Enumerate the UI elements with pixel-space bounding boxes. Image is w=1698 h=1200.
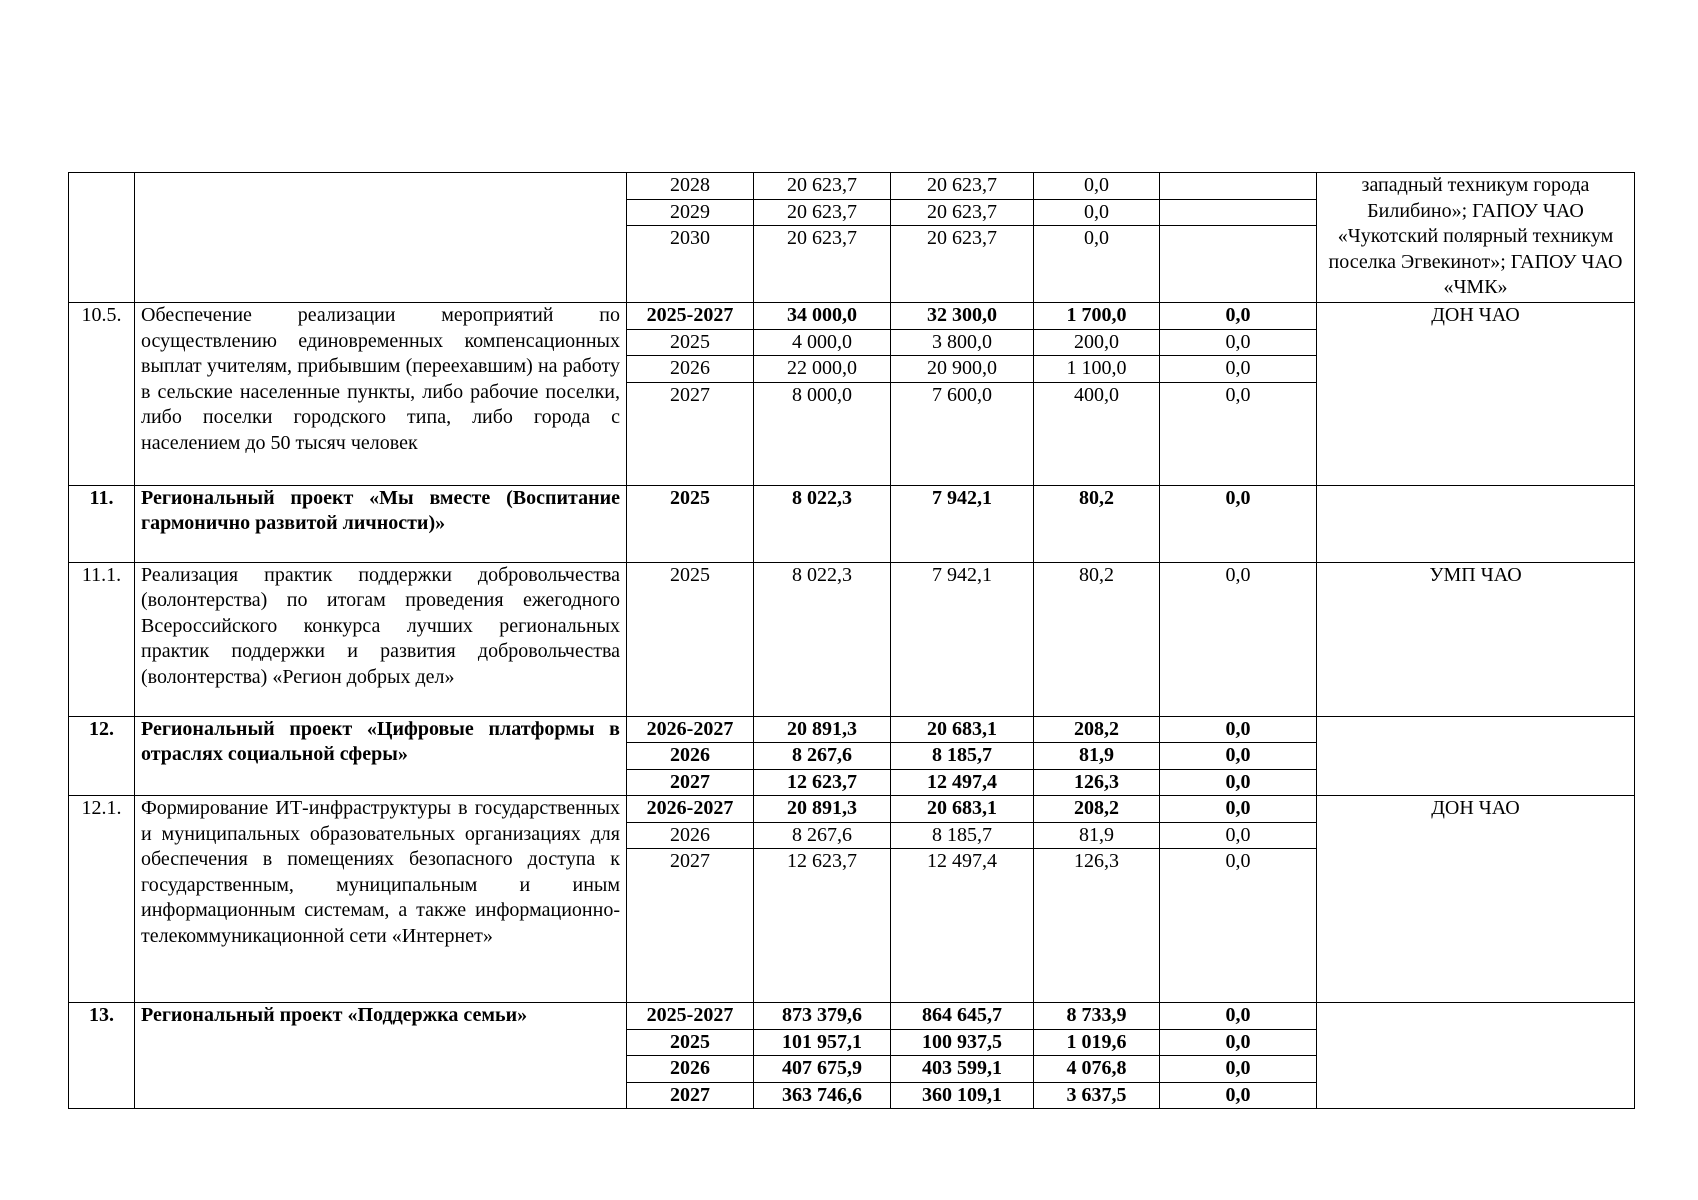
total-cell: 407 675,9	[754, 1056, 891, 1083]
period-cell: 2027	[627, 1082, 754, 1109]
federal-cell: 0,0	[1034, 199, 1160, 226]
table-row	[69, 796, 1635, 823]
federal-cell: 1 700,0	[1034, 303, 1160, 330]
responsible-cell	[1317, 485, 1635, 562]
other-cell	[1160, 199, 1317, 226]
period-cell: 2025	[627, 562, 754, 716]
federal-cell: 3 637,5	[1034, 1082, 1160, 1109]
regional-cell: 8 185,7	[891, 822, 1034, 849]
other-cell: 0,0	[1160, 562, 1317, 716]
other-cell: 0,0	[1160, 796, 1317, 823]
other-cell: 0,0	[1160, 1003, 1317, 1030]
period-cell: 2025	[627, 485, 754, 562]
responsible-cell: УМП ЧАО	[1317, 562, 1635, 716]
period-cell: 2030	[627, 226, 754, 303]
table-row	[69, 303, 1635, 330]
regional-cell: 20 623,7	[891, 173, 1034, 200]
table-row	[69, 562, 1635, 716]
responsible-cell: западный техникум города Билибино»; ГАПОУ ЧАО «Чукотский полярный техникум поселка Эгвекинот»; ГАПОУ ЧАО «ЧМК»	[1317, 173, 1635, 303]
regional-cell: 3 800,0	[891, 329, 1034, 356]
regional-cell: 360 109,1	[891, 1082, 1034, 1109]
regional-cell: 20 900,0	[891, 356, 1034, 383]
regional-cell: 12 497,4	[891, 769, 1034, 796]
regional-cell: 7 942,1	[891, 485, 1034, 562]
federal-cell: 208,2	[1034, 716, 1160, 743]
other-cell: 0,0	[1160, 485, 1317, 562]
period-cell: 2026	[627, 1056, 754, 1083]
total-cell: 22 000,0	[754, 356, 891, 383]
row-number	[69, 173, 135, 303]
total-cell: 101 957,1	[754, 1029, 891, 1056]
total-cell: 12 623,7	[754, 849, 891, 1003]
row-name: Региональный проект «Мы вместе (Воспитание гармонично развитой личности)»	[135, 485, 627, 562]
other-cell: 0,0	[1160, 1056, 1317, 1083]
federal-cell: 126,3	[1034, 849, 1160, 1003]
other-cell: 0,0	[1160, 716, 1317, 743]
federal-cell: 1 100,0	[1034, 356, 1160, 383]
federal-cell: 1 019,6	[1034, 1029, 1160, 1056]
row-number: 12.1.	[69, 796, 135, 1003]
row-number: 13.	[69, 1003, 135, 1109]
federal-cell: 400,0	[1034, 382, 1160, 485]
regional-cell: 864 645,7	[891, 1003, 1034, 1030]
row-name: Формирование ИТ-инфраструктуры в государственных и муниципальных образовательных организациях для обеспечения в помещениях безопасного доступа к государственным, муниципальным и иным информационным системам, а также информационно-телекоммуникационной сети «Интернет»	[135, 796, 627, 1003]
total-cell: 20 623,7	[754, 226, 891, 303]
other-cell: 0,0	[1160, 822, 1317, 849]
row-name: Региональный проект «Поддержка семьи»	[135, 1003, 627, 1109]
table-row	[69, 485, 1635, 562]
regional-cell: 32 300,0	[891, 303, 1034, 330]
regional-cell: 20 683,1	[891, 716, 1034, 743]
regional-cell: 12 497,4	[891, 849, 1034, 1003]
total-cell: 20 623,7	[754, 199, 891, 226]
federal-cell: 8 733,9	[1034, 1003, 1160, 1030]
budget-table	[68, 172, 1635, 1109]
federal-cell: 4 076,8	[1034, 1056, 1160, 1083]
table-row	[69, 716, 1635, 743]
total-cell: 4 000,0	[754, 329, 891, 356]
other-cell: 0,0	[1160, 1029, 1317, 1056]
total-cell: 8 022,3	[754, 562, 891, 716]
total-cell: 873 379,6	[754, 1003, 891, 1030]
period-cell: 2025	[627, 1029, 754, 1056]
table-row	[69, 173, 1635, 200]
period-cell: 2028	[627, 173, 754, 200]
table-row	[69, 1003, 1635, 1030]
total-cell: 20 891,3	[754, 716, 891, 743]
period-cell: 2025	[627, 329, 754, 356]
row-number: 12.	[69, 716, 135, 796]
total-cell: 8 022,3	[754, 485, 891, 562]
period-cell: 2026-2027	[627, 716, 754, 743]
other-cell: 0,0	[1160, 769, 1317, 796]
total-cell: 12 623,7	[754, 769, 891, 796]
row-name: Региональный проект «Цифровые платформы в отраслях социальной сферы»	[135, 716, 627, 796]
total-cell: 20 623,7	[754, 173, 891, 200]
federal-cell: 81,9	[1034, 743, 1160, 770]
other-cell: 0,0	[1160, 382, 1317, 485]
regional-cell: 7 600,0	[891, 382, 1034, 485]
federal-cell: 200,0	[1034, 329, 1160, 356]
regional-cell: 403 599,1	[891, 1056, 1034, 1083]
regional-cell: 8 185,7	[891, 743, 1034, 770]
period-cell: 2026-2027	[627, 796, 754, 823]
row-name: Обеспечение реализации мероприятий по осуществлению единовременных компенсационных выплат учителям, прибывшим (переехавшим) на работу в сельские населенные пункты, либо рабочие поселки, либо поселки городского типа, либо города с населением до 50 тысяч человек	[135, 303, 627, 486]
other-cell: 0,0	[1160, 329, 1317, 356]
total-cell: 8 267,6	[754, 822, 891, 849]
total-cell: 363 746,6	[754, 1082, 891, 1109]
other-cell: 0,0	[1160, 743, 1317, 770]
period-cell: 2026	[627, 356, 754, 383]
responsible-cell: ДОН ЧАО	[1317, 303, 1635, 486]
responsible-cell	[1317, 716, 1635, 796]
row-number: 10.5.	[69, 303, 135, 486]
regional-cell: 20 623,7	[891, 226, 1034, 303]
regional-cell: 7 942,1	[891, 562, 1034, 716]
row-number: 11.	[69, 485, 135, 562]
other-cell: 0,0	[1160, 356, 1317, 383]
total-cell: 20 891,3	[754, 796, 891, 823]
federal-cell: 80,2	[1034, 562, 1160, 716]
federal-cell: 0,0	[1034, 173, 1160, 200]
other-cell: 0,0	[1160, 849, 1317, 1003]
regional-cell: 20 683,1	[891, 796, 1034, 823]
responsible-cell: ДОН ЧАО	[1317, 796, 1635, 1003]
federal-cell: 80,2	[1034, 485, 1160, 562]
period-cell: 2025-2027	[627, 303, 754, 330]
total-cell: 8 000,0	[754, 382, 891, 485]
federal-cell: 81,9	[1034, 822, 1160, 849]
period-cell: 2025-2027	[627, 1003, 754, 1030]
total-cell: 34 000,0	[754, 303, 891, 330]
row-name	[135, 173, 627, 303]
period-cell: 2027	[627, 382, 754, 485]
period-cell: 2026	[627, 743, 754, 770]
other-cell: 0,0	[1160, 1082, 1317, 1109]
federal-cell: 0,0	[1034, 226, 1160, 303]
other-cell	[1160, 226, 1317, 303]
row-name: Реализация практик поддержки добровольчества (волонтерства) по итогам проведения ежегодного Всероссийского конкурса лучших региональных практик поддержки и развития добровольчества (волонтерства) «Регион добрых дел»	[135, 562, 627, 716]
other-cell: 0,0	[1160, 303, 1317, 330]
period-cell: 2026	[627, 822, 754, 849]
federal-cell: 126,3	[1034, 769, 1160, 796]
regional-cell: 100 937,5	[891, 1029, 1034, 1056]
other-cell	[1160, 173, 1317, 200]
responsible-cell	[1317, 1003, 1635, 1109]
regional-cell: 20 623,7	[891, 199, 1034, 226]
period-cell: 2029	[627, 199, 754, 226]
federal-cell: 208,2	[1034, 796, 1160, 823]
period-cell: 2027	[627, 769, 754, 796]
total-cell: 8 267,6	[754, 743, 891, 770]
period-cell: 2027	[627, 849, 754, 1003]
row-number: 11.1.	[69, 562, 135, 716]
